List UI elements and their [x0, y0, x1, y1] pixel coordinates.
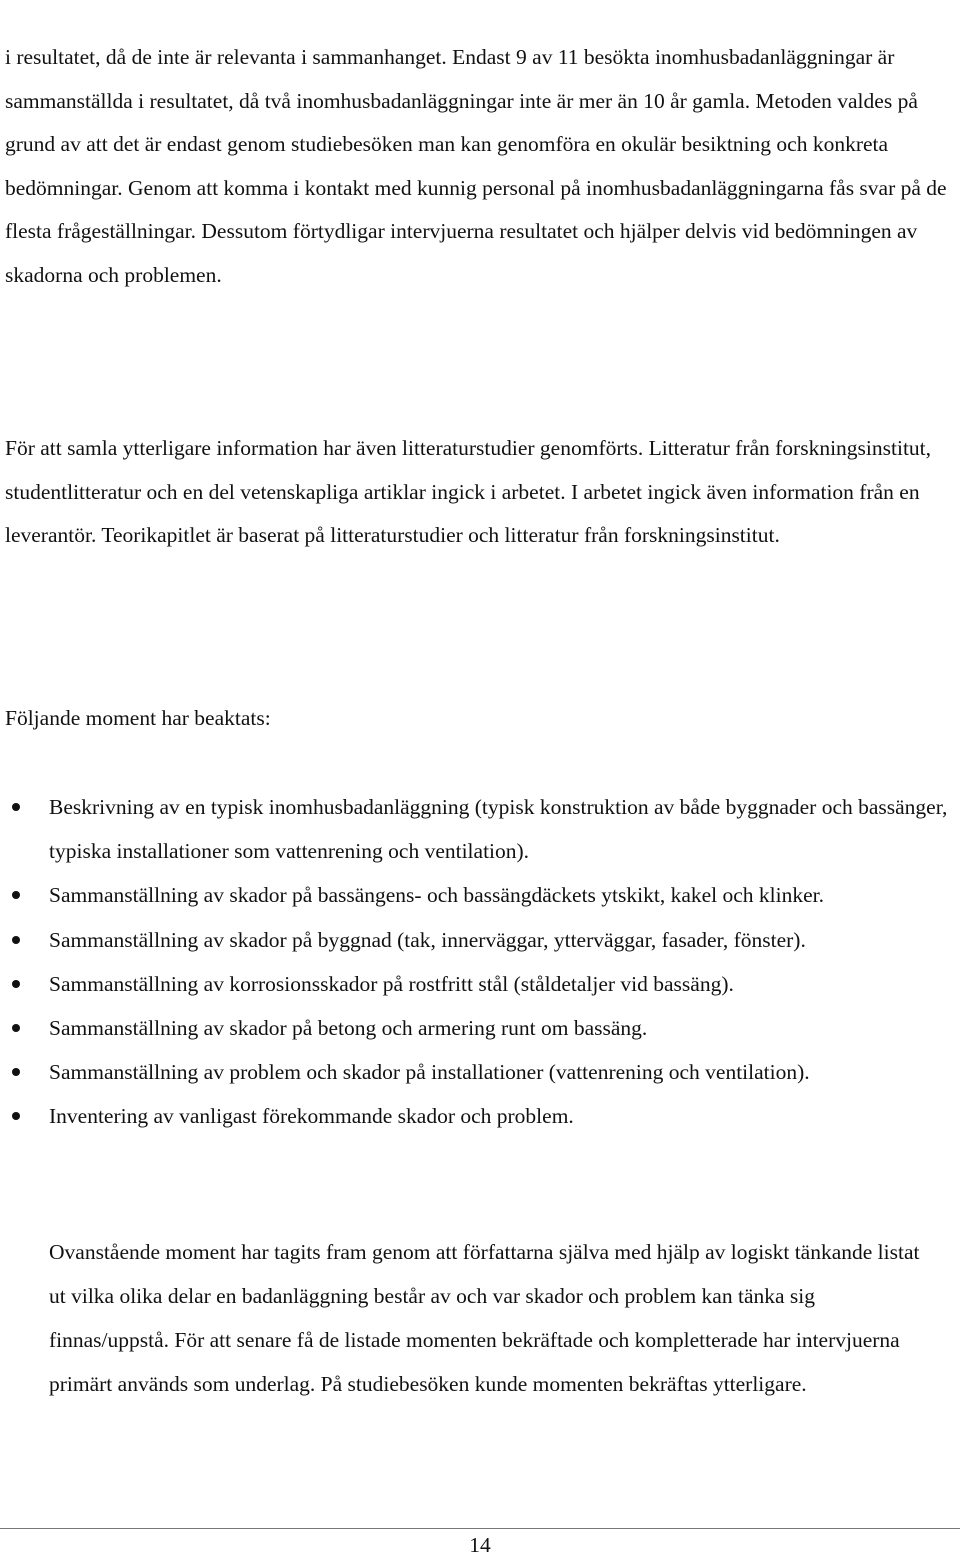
list-item-text: Sammanställning av skador på bassängens- och bassängdäckets ytskikt, kakel och klinker.: [49, 883, 825, 908]
moment-list: [0, 785, 955, 1139]
list-item: [0, 918, 955, 962]
list-item-text: Sammanställning av skador på byggnad (tak, innerväggar, ytterväggar, fasader, fönster).: [49, 927, 806, 952]
list-item-text: Sammanställning av problem och skador på installationer (vattenrening och ventilation).: [49, 1060, 810, 1085]
list-item: [0, 873, 955, 917]
list-item: [0, 1094, 955, 1138]
paragraph-method: i resultatet, då de inte är relevanta i sammanhanget. Endast 9 av 11 besökta inomhusbadanläggningar är sammanställda i resultatet, då två inomhusbadanläggningar inte är mer än 10 år gamla. Metoden valdes på grund av att det är endast genom studiebesöken man kan genomföra en okulär besiktning och konkreta bedömningar. Genom att komma i kontakt med kunnig personal på inomhusbadanläggningarna fås svar på de flesta frågeställningar. Dessutom förtydligar intervjuerna resultatet och hjälper delvis vid bedömningen av skadorna och problemen.: [5, 45, 947, 287]
list-item-text: Beskrivning av en typisk inomhusbadanläggning (typisk konstruktion av både byggnader och bassänger, typiska installationer som vattenrening och ventilation).: [49, 795, 948, 864]
list-item-text: Inventering av vanligast förekommande skador och problem.: [49, 1104, 574, 1129]
bullet-icon: [12, 891, 20, 899]
bullet-icon: [12, 1068, 20, 1076]
bullet-icon: [12, 1024, 20, 1032]
bullet-icon: [12, 803, 20, 811]
paragraph-list-intro: Följande moment har beaktats:: [5, 706, 271, 730]
paragraph-conclusion: Ovanstående moment har tagits fram genom att författarna själva med hjälp av logiskt tänkande listat ut vilka olika delar en badanläggning består av och var skador och problem kan tänka sig finnas/uppstå. För att senare få de listade momenten bekräftade och kompletterade har intervjuerna primärt används som underlag. På studiebesöken kunde momenten bekräftas ytterligare.: [49, 1240, 920, 1396]
paragraph-literature: För att samla ytterligare information har även litteraturstudier genomförts. Litteratur från forskningsinstitut, studentlitteratur och en del vetenskapliga artiklar ingick i arbetet. I arbetet ingick även information från en leverantör. Teorikapitlet är baserat på litteraturstudier och litteratur från forskningsinstitut.: [5, 436, 932, 548]
list-item: [0, 1006, 955, 1050]
list-item-text: Sammanställning av skador på betong och armering runt om bassäng.: [49, 1016, 648, 1041]
list-item: [0, 962, 955, 1006]
bullet-icon: [12, 980, 20, 988]
list-item: [0, 785, 955, 873]
bullet-icon: [12, 1112, 20, 1120]
list-item: [0, 1050, 955, 1094]
footer-divider: [0, 1528, 960, 1529]
bullet-icon: [12, 936, 20, 944]
list-item-text: Sammanställning av korrosionsskador på rostfritt stål (ståldetaljer vid bassäng).: [49, 971, 734, 996]
page-number: 14: [469, 1533, 491, 1557]
